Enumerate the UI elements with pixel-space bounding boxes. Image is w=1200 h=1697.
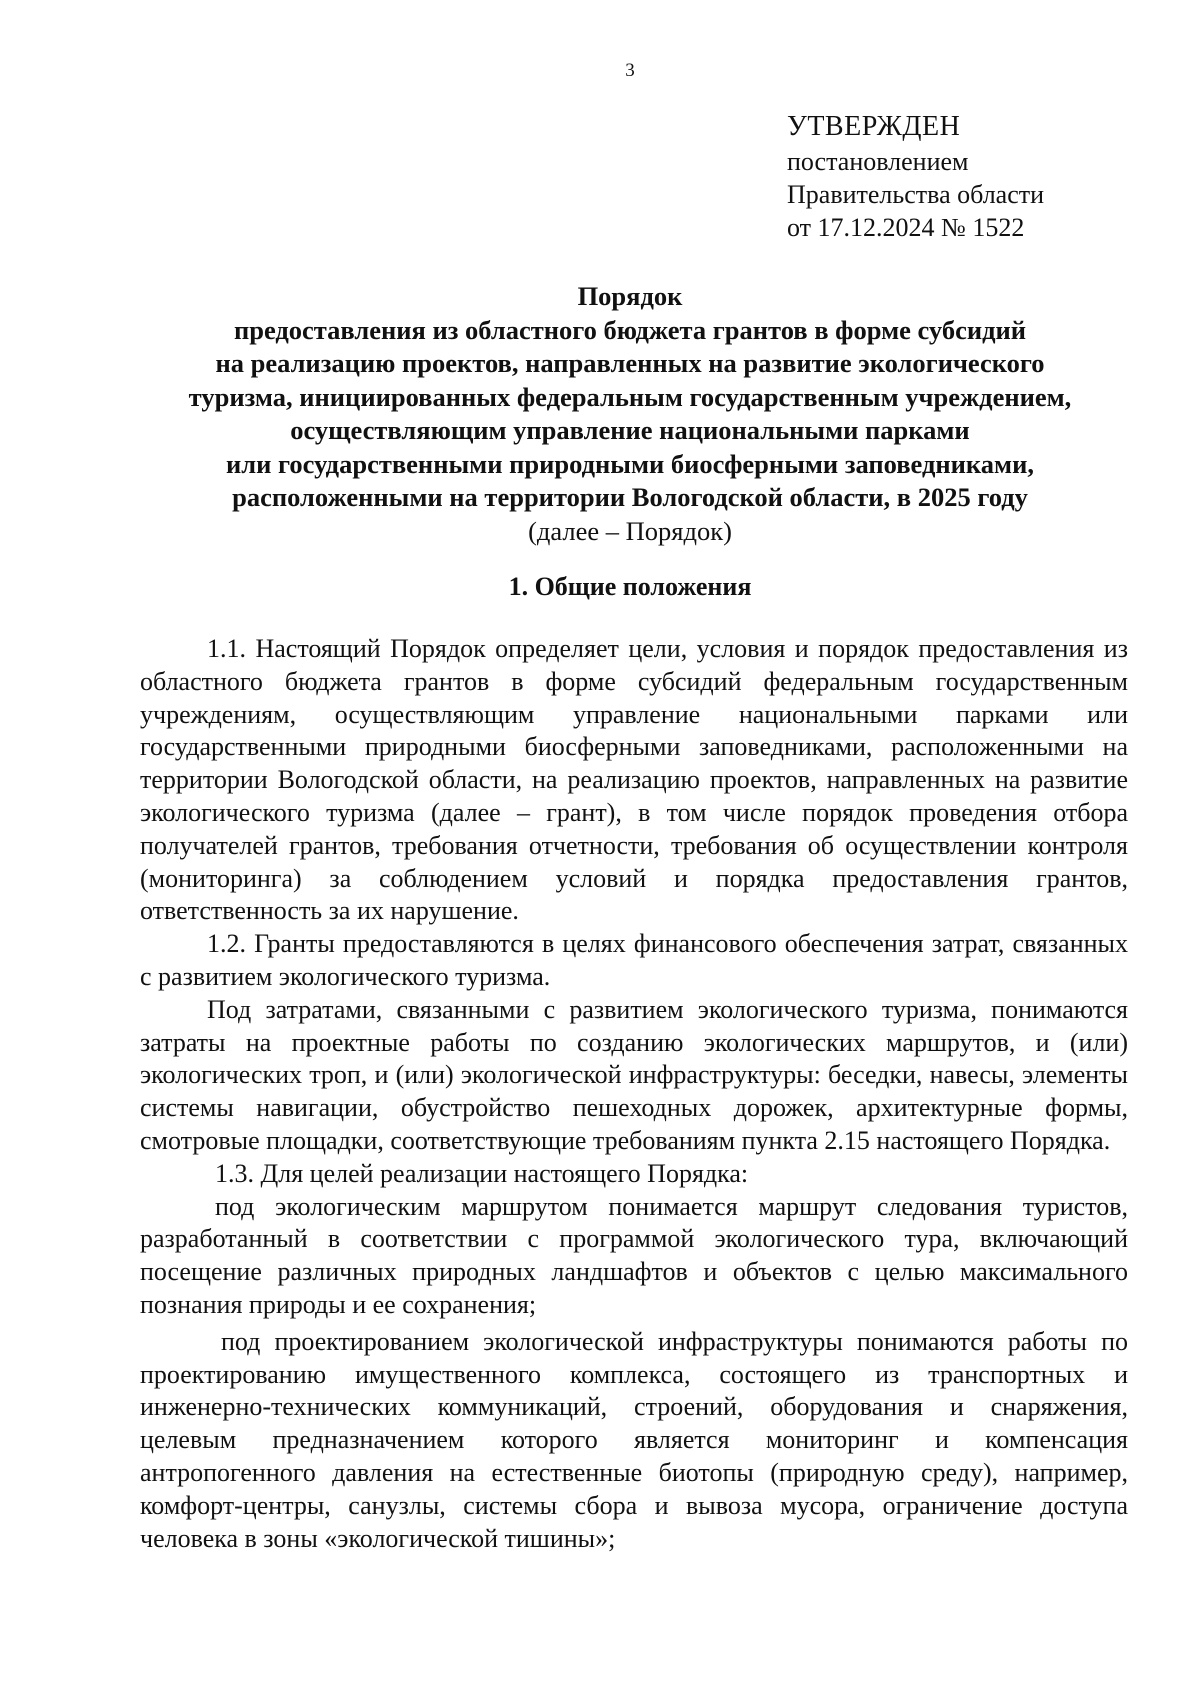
approval-title: УТВЕРЖДЕН [787, 111, 961, 142]
paragraph-1-3: 1.3. Для целей реализации настоящего Порядка: [215, 1158, 749, 1188]
title-line: расположенными на территории Вологодской области, в 2025 году [232, 482, 1028, 512]
paragraph-expenses: Под затратами, связанными с развитием экологического туризма, понимаются затраты на проектные работы по созданию экологических маршрутов, и (или) экологических троп, и (или) экологической инфраструктуры: беседки, навесы, элементы системы навигации, обустройство пешеходных дорожек, архитектурные формы, смотровые площадки, соответствующие требованиям пункта 2.15 настоящего Порядка. [140, 994, 1128, 1155]
paragraph-1-2: 1.2. Гранты предоставляются в целях финансового обеспечения затрат, связанных с развитием экологического туризма. [140, 929, 1128, 991]
approval-block [787, 110, 1044, 244]
title-line: туризма, инициированных федеральным государственным учреждением, [188, 381, 1072, 412]
approval-line: постановлением [787, 147, 969, 176]
section-heading: 1. Общие положения [508, 572, 752, 601]
paragraph-1-1: 1.1. Настоящий Порядок определяет цели, условия и порядок предоставления из областного бюджета грантов в форме субсидий федеральным государственным учреждениям, осуществляющим управление национальными парками или государственными природными биосферными заповедниками, расположенными на территории Вологодской области, на реализацию проектов, направленных на развитие экологического туризма (далее – грант), в том числе порядок проведения отбора получателей грантов, требования отчетности, требования об осуществлении контроля (мониторинга) за соблюдением условий и порядка предоставления грантов, ответственность за их нарушение. [140, 634, 1128, 926]
approval-line: Правительства области [787, 180, 1045, 209]
title-main: Порядок [577, 281, 683, 311]
title-note: (далее – Порядок) [528, 515, 732, 546]
title-line: или государственными природными биосферными заповедниками, [226, 448, 1034, 479]
title-line: осуществляющим управление национальными парками [290, 415, 970, 445]
title-line: предоставления из областного бюджета грантов в форме субсидий [233, 314, 1027, 345]
paragraph-eco-infrastructure: под проектированием экологической инфраструктуры понимаются работы по проектированию имущественного комплекса, состоящего из транспортных и инженерно-технических коммуникаций, строений, оборудования и снаряжения, целевым предназначением которого является мониторинг и компенсация антропогенного давления на естественные биотопы (природную среду), например, комфорт-центры, санузлы, системы сбора и вывоза мусора, ограничение доступа человека в зоны «экологической тишины»; [140, 1326, 1128, 1553]
title-line: на реализацию проектов, направленных на развитие экологического [215, 348, 1045, 378]
approval-date-number: от 17.12.2024 № 1522 [787, 213, 1025, 242]
page-number: 3 [625, 60, 635, 81]
section-body [140, 633, 1128, 1555]
paragraph-eco-route: под экологическим маршрутом понимается маршрут следования туристов, разработанный в соответствии с программой экологического тура, включающий посещение различных природных ландшафтов и объектов с целью максимального познания природы и ее сохранения; [140, 1191, 1128, 1319]
document-title [130, 280, 1130, 548]
